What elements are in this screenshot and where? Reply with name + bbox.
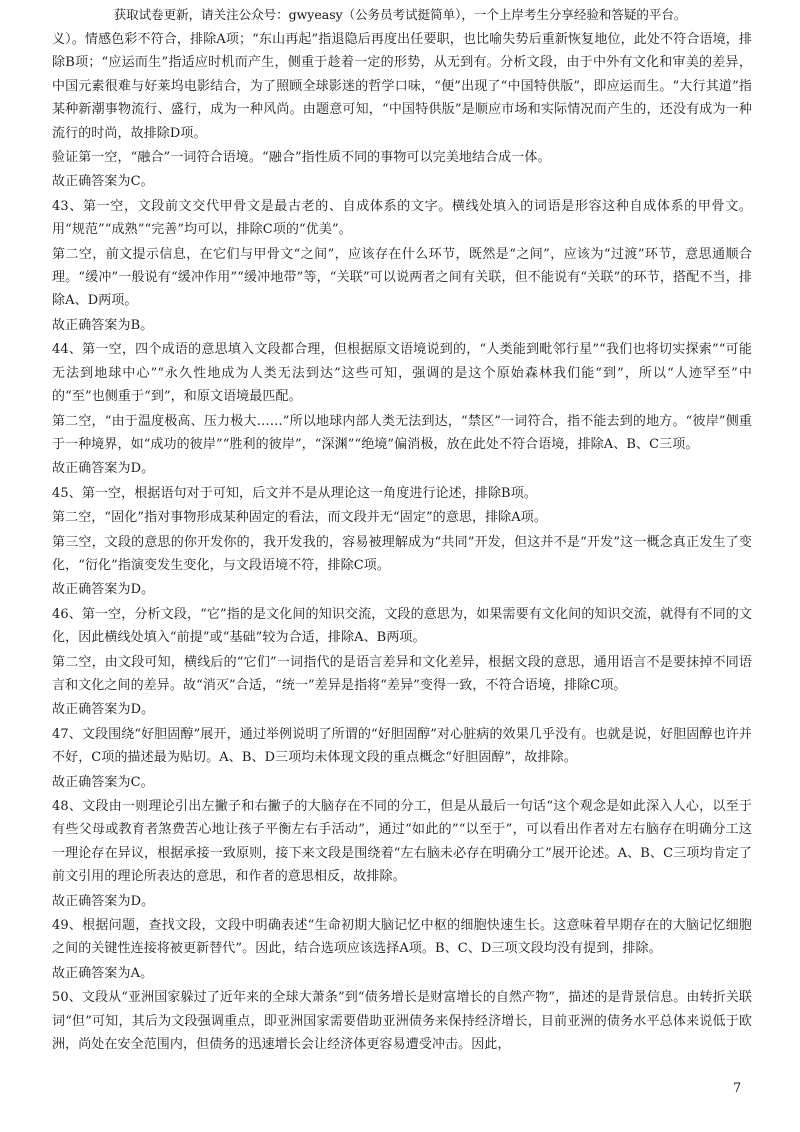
paragraph: 验证第一空，“融合”一词符合语境。“融合”指性质不同的事物可以完美地结合成一体。: [52, 150, 551, 166]
paragraph: 义）。情感色彩不符合，排除A项；“东山再起”指退隐后再度出任要职，也比喻失势后重新恢复地位，此处不符合语境，排除B项；“应运而生”指适应时机而产生，侧重于趁着一定的形势，从无到有。分析文段，由于中外有文化和审美的差异，中国元素很难与好莱坞电影结合，为了照顾全球影迷的哲学口味，“便”出现了“中国特供版”，即应运而生。“大行其道”指某种新潮事物流行、盛行，成为一种风尚。由题意可知，“中国特供版”是顺应市场和实际情况而产生的，还没有成为一种流行的时尚，故排除D项。: [52, 32, 752, 141]
paragraph: 47、文段围绕“好胆固醇”展开，通过举例说明了所谓的“好胆固醇”对心脏病的效果几乎没有。也就是说，好胆固醇也许并不好，C项的描述最为贴切。A、B、D三项均未体现文段的重点概念“好胆固醇”，故排除。: [52, 726, 752, 766]
paragraph: 故正确答案为D。: [52, 461, 155, 477]
paragraph: 第三空，文段的意思的你开发你的，我开发我的，容易被理解成为“共同”开发，但这并不是“开发”这一概念真正发生了变化，“衍化”指演变发生变化，与文段语境不符，排除C项。: [52, 534, 752, 573]
paragraph: 第二空，“固化”指对事物形成某种固定的看法，而文段并无“固定”的意思，排除A项。: [52, 510, 547, 526]
paragraph: 44、第一空，四个成语的意思填入文段都合理，但根据原文语境说到的，“人类能到毗邻行星”“我们也将切实探索”“可能无法到地球中心”“永久性地成为人类无法到达”这些可知，强调的是这个原始森林我们能“到”，所以“人迹罕至”中的“至”也侧重于“到”，和原文语境最匹配。: [52, 342, 752, 405]
paragraph: 故正确答案为D。: [52, 702, 155, 718]
paragraph: 第二空，前文提示信息，在它们与甲骨文“之间”，应该存在什么环节，既然是“之间”，应该为“过渡”环节，意思通顺合理。“缓冲”一般说有“缓冲作用”“缓冲地带”等，“关联”可以说两者之间有关联，但不能说有“关联”的环节，搭配不当，排除A、D两项。: [52, 246, 752, 309]
paragraph: 49、根据问题，查找文段，文段中明确表述“生命初期大脑记忆中枢的细胞快速生长。这意味着早期存在的大脑记忆细胞之间的关键性连接将被更新替代”。因此，结合选项应该选择A项。B、C、D三项文段均没有提到，排除。: [52, 918, 752, 957]
paragraph: 故正确答案为A。: [52, 965, 154, 981]
document-body: [52, 28, 752, 1057]
paragraph: 46、第一空，分析文段，“它”指的是文化间的知识交流，文段的意思为，如果需要有文化间的知识交流，就得有不同的文化，因此横线处填入“前提”或“基础”较为合适，排除A、B两项。: [52, 606, 752, 646]
paragraph: 第二空，由文段可知，横线后的“它们”一词指代的是语言差异和文化差异，根据文段的意思，通用语言不是要抹掉不同语言和文化之间的差异。故“消灭”合适，“统一”差异是指将“差异”变得一致，不符合语境，排除C项。: [52, 654, 752, 693]
paragraph: 43、第一空，文段前文交代甲骨文是最古老的、自成体系的文字。横线处填入的词语是形容这种自成体系的甲骨文。用“规范”“成熟”“完善”均可以，排除C项的“优美”。: [52, 198, 752, 238]
paragraph: 故正确答案为D。: [52, 893, 155, 909]
paragraph: 50、文段从“亚洲国家躲过了近年来的全球大萧条”到“债务增长是财富增长的自然产物”，描述的是背景信息。由转折关联词“但”可知，其后为文段强调重点，即亚洲国家需要借助亚洲债务来保持经济增长，目前亚洲的债务水平总体来说低于欧洲，尚处在安全范围内，但债务的迅速增长会让经济体更容易遭受冲击。因此，: [52, 990, 752, 1053]
paragraph: 故正确答案为C。: [52, 174, 154, 190]
page-number: 7: [733, 1081, 742, 1096]
header-notice: 获取试卷更新，请关注公众号：gwyeasy（公务员考试挺简单），一个上岸考生分享经验和答疑的平台。: [113, 7, 687, 22]
paragraph: 45、第一空，根据语句对于可知，后文并不是从理论这一角度进行论述，排除B项。: [52, 485, 537, 501]
paragraph: 第二空，“由于温度极高、压力极大……”所以地球内部人类无法到达，“禁区”一词符合，指不能去到的地方。“彼岸”侧重于一种境界，如“成功的彼岸”“胜利的彼岸”，“深渊”“绝境”偏消极，放在此处不符合语境，排除A、B、C三项。: [52, 413, 752, 452]
paragraph: 故正确答案为D。: [52, 582, 155, 598]
paragraph: 故正确答案为C。: [52, 774, 154, 790]
paragraph: 48、文段由一则理论引出左撇子和右撇子的大脑存在不同的分工，但是从最后一句话“这个观念是如此深入人心，以至于有些父母或教育者煞费苦心地让孩子平衡左右手活动”，通过“如此的”“以至于”，可以看出作者对左右脑存在明确分工这一理论存在异议，根据承接一致原则，接下来文段是围绕着“左右脑未必存在明确分工”展开论述。A、B、C三项均肯定了前文引用的理论所表达的意思，和作者的意思相反，故排除。: [52, 799, 752, 885]
paragraph: 故正确答案为B。: [52, 317, 154, 333]
